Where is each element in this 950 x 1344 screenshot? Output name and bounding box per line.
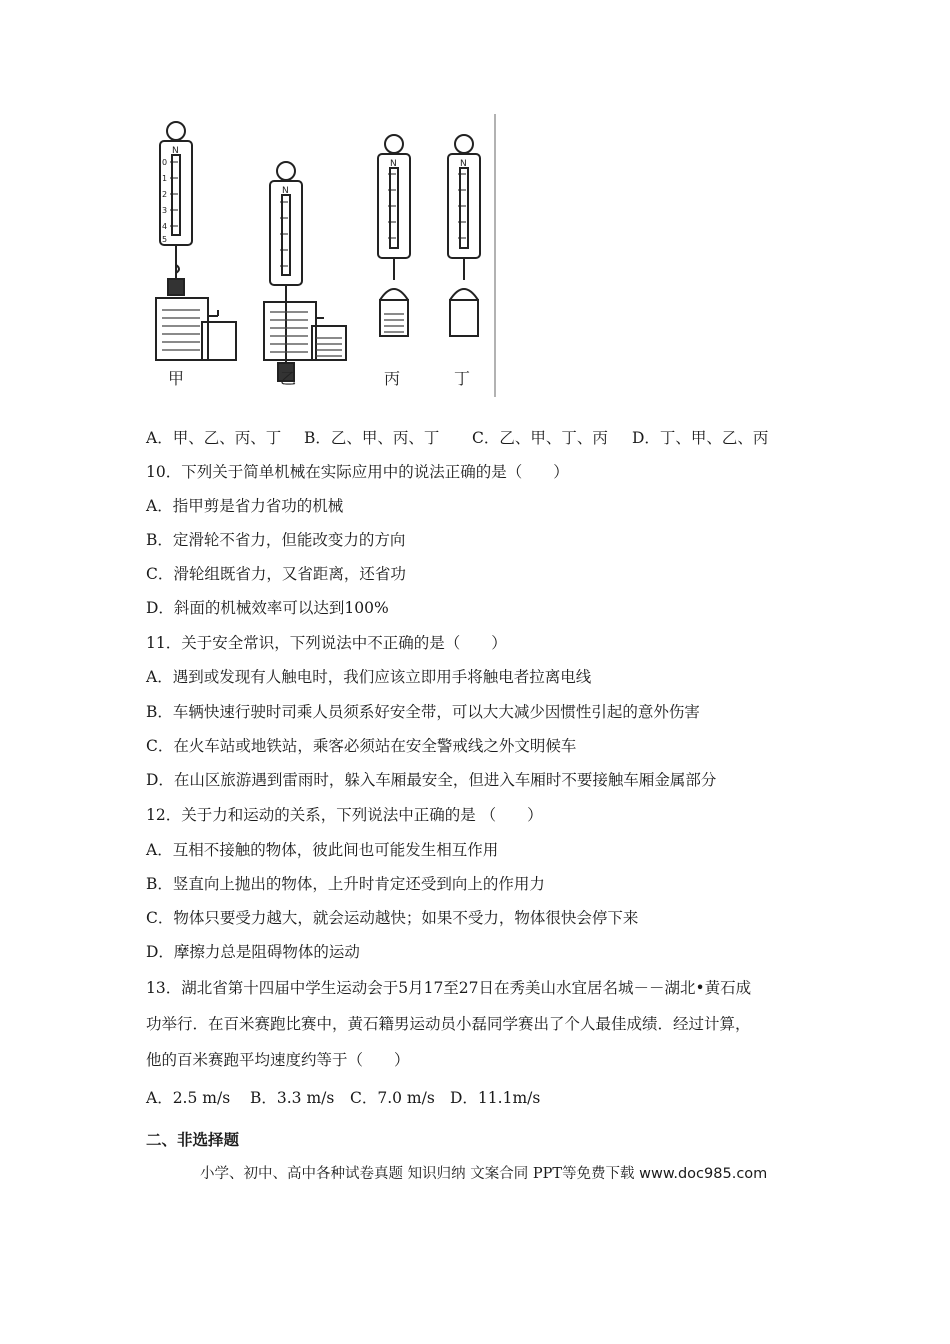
q13-stem-line-3: 他的百米赛跑平均速度约等于（ ） [146,1051,410,1069]
q10-option-c: C．滑轮组既省力，又省距离，还省功 [146,565,406,583]
q9-option-b: B．乙、甲、丙、丁 [304,429,440,447]
q10-option-a: A．指甲剪是省力省功的机械 [146,497,344,515]
q12-option-d: D．摩擦力总是阻碍物体的运动 [146,943,360,961]
unit-n-bing: N [390,159,397,169]
tick-3: 3 [162,206,168,215]
q13-option-d: D．11.1m/s [450,1089,541,1107]
q11-option-c: C．在火车站或地铁站，乘客必须站在安全警戒线之外文明候车 [146,737,577,755]
q10-option-d: D．斜面的机械效率可以达到100% [146,599,389,617]
q13-stem-line-1: 13．湖北省第十四届中学生运动会于5月17至27日在秀美山水宜居名城－－湖北•黄石成 [146,979,752,997]
q12-option-b: B．竖直向上抛出的物体，上升时肯定还受到向上的作用力 [146,875,545,893]
q9-option-d: D．丁、甲、乙、丙 [632,429,769,447]
label-jia: 甲 [168,369,185,388]
q9-option-a: A．甲、乙、丙、丁 [146,429,282,447]
q11-option-a: A．遇到或发现有人触电时，我们应该立即用手将触电者拉离电线 [146,668,592,686]
q13-option-c: C．7.0 m/s [350,1089,435,1107]
q13-options [146,1088,540,1108]
footer-url[interactable]: www.doc985.com [639,1166,768,1182]
q10-stem: 10．下列关于简单机械在实际应用中的说法正确的是（ ） [146,463,569,481]
tick-0: 0 [162,158,168,167]
unit-n-jia: N [172,146,179,156]
q10-option-b: B．定滑轮不省力，但能改变力的方向 [146,531,406,549]
beaker-yi [264,302,346,360]
tick-2: 2 [162,190,168,199]
q13-option-a: A．2.5 m/s [146,1089,231,1107]
footer-text: 小学、初中、高中各种试卷真题 知识归纳 文案合同 PPT等免费下载 [200,1166,635,1182]
label-ding: 丁 [454,369,471,388]
q12-option-c: C．物体只要受力越大，就会运动越快；如果不受力，物体很快会停下来 [146,909,639,927]
tick-4: 4 [162,222,168,231]
tick-1: 1 [162,174,168,183]
label-yi: 乙 [280,369,297,388]
q12-option-a: A．互相不接触的物体，彼此间也可能发生相互作用 [146,841,499,859]
spring-scale-diagram [140,112,500,402]
unit-n-yi: N [282,186,289,196]
section-heading: 二、非选择题 [146,1131,240,1149]
footer [200,1162,767,1183]
beaker-jia [156,298,236,360]
q13-stem-line-2: 功举行．在百米赛跑比赛中，黄石籍男运动员小磊同学赛出了个人最佳成绩．经过计算， [146,1015,751,1033]
unit-n-ding: N [460,159,467,169]
q11-option-d: D．在山区旅游遇到雷雨时，躲入车厢最安全，但进入车厢时不要接触车厢金属部分 [146,771,717,789]
spring-scale-figure [140,112,500,402]
q9-option-c: C．乙、甲、丁、丙 [472,429,608,447]
q13-option-b: B．3.3 m/s [250,1089,335,1107]
q9-options [146,428,768,448]
tick-5: 5 [162,235,168,244]
q11-option-b: B．车辆快速行驶时司乘人员须系好安全带，可以大大减少因惯性引起的意外伤害 [146,703,700,721]
q12-stem: 12．关于力和运动的关系，下列说法中正确的是 （ ） [146,806,543,824]
q11-stem: 11．关于安全常识，下列说法中不正确的是（ ） [146,634,507,652]
label-bing: 丙 [384,369,401,388]
